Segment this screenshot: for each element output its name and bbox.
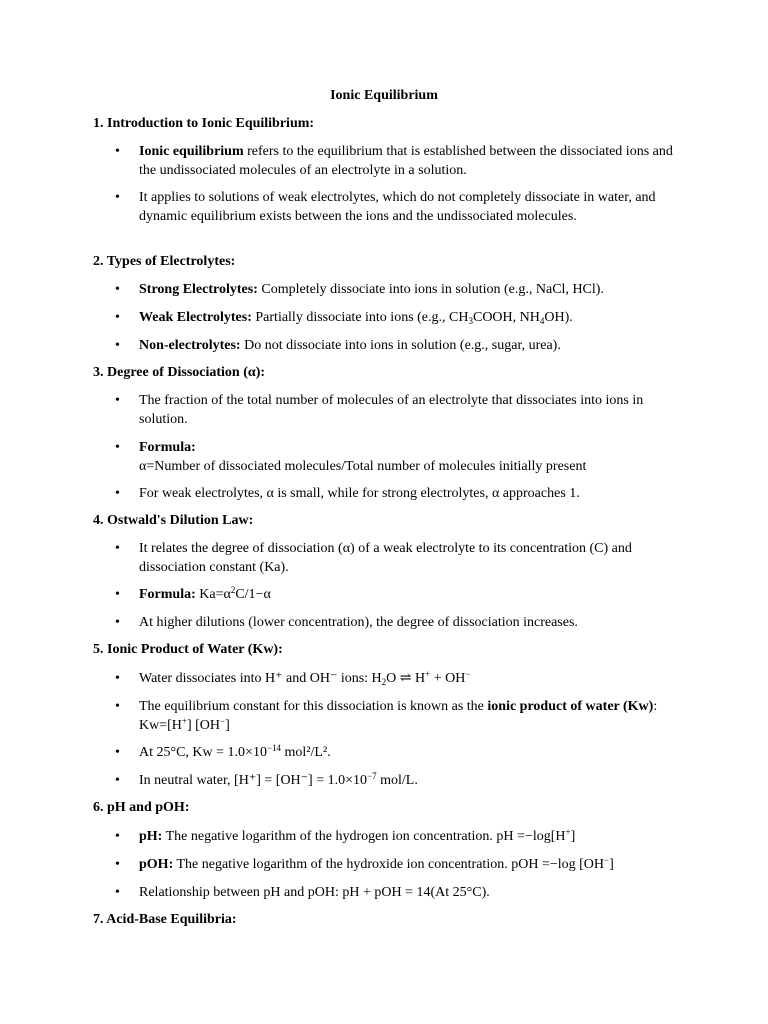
bold-term: Strong Electrolytes:: [139, 282, 258, 297]
bold-term: Weak Electrolytes:: [139, 310, 252, 325]
subscript: 2: [381, 677, 387, 687]
list-item: [115, 743, 684, 763]
bullet-icon: •: [115, 857, 120, 872]
bold-term: ionic product of water (Kw): [487, 699, 654, 714]
item-text: OH).: [544, 310, 573, 325]
list-item: [115, 143, 684, 180]
formula-text: α=Number of dissociated molecules/Total number of molecules initially present: [139, 458, 587, 474]
item-text: In neutral water, [H⁺] = [OH⁻] = 1.0×10: [139, 773, 368, 788]
superscript: −: [604, 855, 610, 865]
superscript: 2: [230, 585, 236, 595]
bullet-icon: •: [115, 190, 120, 205]
document-title: Ionic Equilibrium: [330, 88, 438, 103]
list-item: [115, 698, 684, 735]
item-text: The fraction of the total number of molecules of an electrolyte that dissociates into ions in solution.: [139, 393, 644, 427]
item-text: Ka=α: [195, 587, 231, 602]
bullet-icon: •: [115, 338, 120, 353]
bullet-icon: •: [115, 486, 120, 501]
bullet-icon: •: [115, 615, 120, 630]
item-text: ]: [609, 857, 614, 872]
section-heading-ionic-product: 5. Ionic Product of Water (Kw):: [93, 642, 283, 657]
list-item: [115, 669, 684, 689]
subscript: 4: [539, 316, 545, 326]
item-text: At 25°C, Kw = 1.0×10: [139, 745, 267, 760]
superscript: +: [181, 715, 187, 726]
item-text: O ⇌ H: [386, 671, 426, 686]
item-text: ] [OH: [186, 717, 221, 733]
bold-term: Ionic equilibrium: [139, 144, 244, 159]
section-heading-ph-poh: 6. pH and pOH:: [93, 800, 190, 815]
bold-term: Non-electrolytes:: [139, 338, 241, 353]
section-heading-ostwald: 4. Ostwald's Dilution Law:: [93, 513, 254, 528]
bullet-icon: •: [115, 587, 120, 602]
item-text: + OH: [430, 671, 466, 686]
list-item: [115, 281, 684, 300]
list-item: [115, 485, 684, 504]
subscript: 3: [468, 316, 473, 326]
bullet-icon: •: [115, 541, 120, 556]
item-text: : Kw=[H: [139, 699, 658, 733]
list-item: [115, 540, 684, 577]
list-item: [115, 392, 684, 429]
list-item: [115, 855, 684, 875]
item-text: Water dissociates into H⁺ and OH⁻ ions: H: [139, 671, 382, 686]
bold-term: Formula:: [139, 440, 196, 455]
superscript: +: [565, 827, 571, 837]
list-item: [115, 771, 684, 791]
section-heading-acid-base: 7. Acid-Base Equilibria:: [93, 912, 237, 927]
item-text: It applies to solutions of weak electrolytes, which do not completely dissociate in water, and dynamic equilibrium exists between the ions and the undissociated molecules.: [139, 190, 656, 224]
item-text: refers to the equilibrium that is established between the dissociated ions and the undissociated molecules of an electrolyte in a solution.: [139, 144, 673, 178]
item-text: mol/L.: [376, 773, 418, 788]
item-text: At higher dilutions (lower concentration), the degree of dissociation increases.: [139, 615, 578, 630]
item-text: For weak electrolytes, α is small, while for strong electrolytes, α approaches 1.: [139, 486, 580, 501]
item-text: C/1−α: [235, 587, 271, 602]
item-text: The negative logarithm of the hydroxide ion concentration. pOH =−log [OH: [173, 857, 604, 872]
bold-term: pH:: [139, 829, 163, 844]
bold-term: Formula:: [139, 587, 196, 602]
list-item: [115, 439, 684, 476]
item-text: It relates the degree of dissociation (α) of a weak electrolyte to its concentration (C) and dissociation constant (Ka).: [139, 541, 632, 575]
bullet-icon: •: [115, 699, 120, 714]
list-item: [115, 614, 684, 633]
list-item: [115, 189, 684, 226]
item-text: The negative logarithm of the hydrogen ion concentration. pH =−log[H: [162, 829, 566, 844]
section-heading-types: 2. Types of Electrolytes:: [93, 254, 236, 269]
item-text: COOH, NH: [472, 310, 540, 325]
bullet-icon: •: [115, 773, 120, 788]
item-text: Completely dissociate into ions in solution (e.g., NaCl, HCl).: [257, 282, 604, 297]
item-text: Relationship between pH and pOH: pH + pOH = 14(At 25°C).: [139, 885, 490, 900]
bullet-icon: •: [115, 282, 120, 297]
list-item: [115, 827, 684, 847]
bullet-icon: •: [115, 440, 120, 455]
list-item: [115, 309, 684, 328]
bullet-icon: •: [115, 144, 120, 159]
bullet-icon: •: [115, 671, 120, 686]
bullet-icon: •: [115, 829, 120, 844]
item-text: mol²/L².: [281, 745, 331, 760]
list-item: [115, 585, 684, 605]
section-heading-introduction: 1. Introduction to Ionic Equilibrium:: [93, 116, 315, 131]
superscript: +: [425, 669, 431, 679]
item-text: Partially dissociate into ions (e.g., CH: [251, 310, 469, 325]
bullet-icon: •: [115, 310, 120, 325]
bold-term: pOH:: [139, 857, 174, 872]
superscript: −: [465, 669, 471, 679]
superscript: −7: [367, 771, 377, 781]
list-item: [115, 337, 684, 356]
section-heading-degree-of-dissociation: 3. Degree of Dissociation (α):: [93, 365, 266, 380]
list-item: [115, 884, 684, 903]
bullet-icon: •: [115, 393, 120, 408]
bullet-icon: •: [115, 885, 120, 900]
item-text: Do not dissociate into ions in solution (e.g., sugar, urea).: [240, 338, 561, 353]
item-text: ]: [570, 829, 576, 844]
item-text: ]: [225, 717, 230, 733]
bullet-icon: •: [115, 745, 120, 760]
superscript: −: [220, 715, 226, 726]
item-text: The equilibrium constant for this dissociation is known as the: [139, 699, 488, 714]
superscript: −14: [266, 743, 282, 753]
